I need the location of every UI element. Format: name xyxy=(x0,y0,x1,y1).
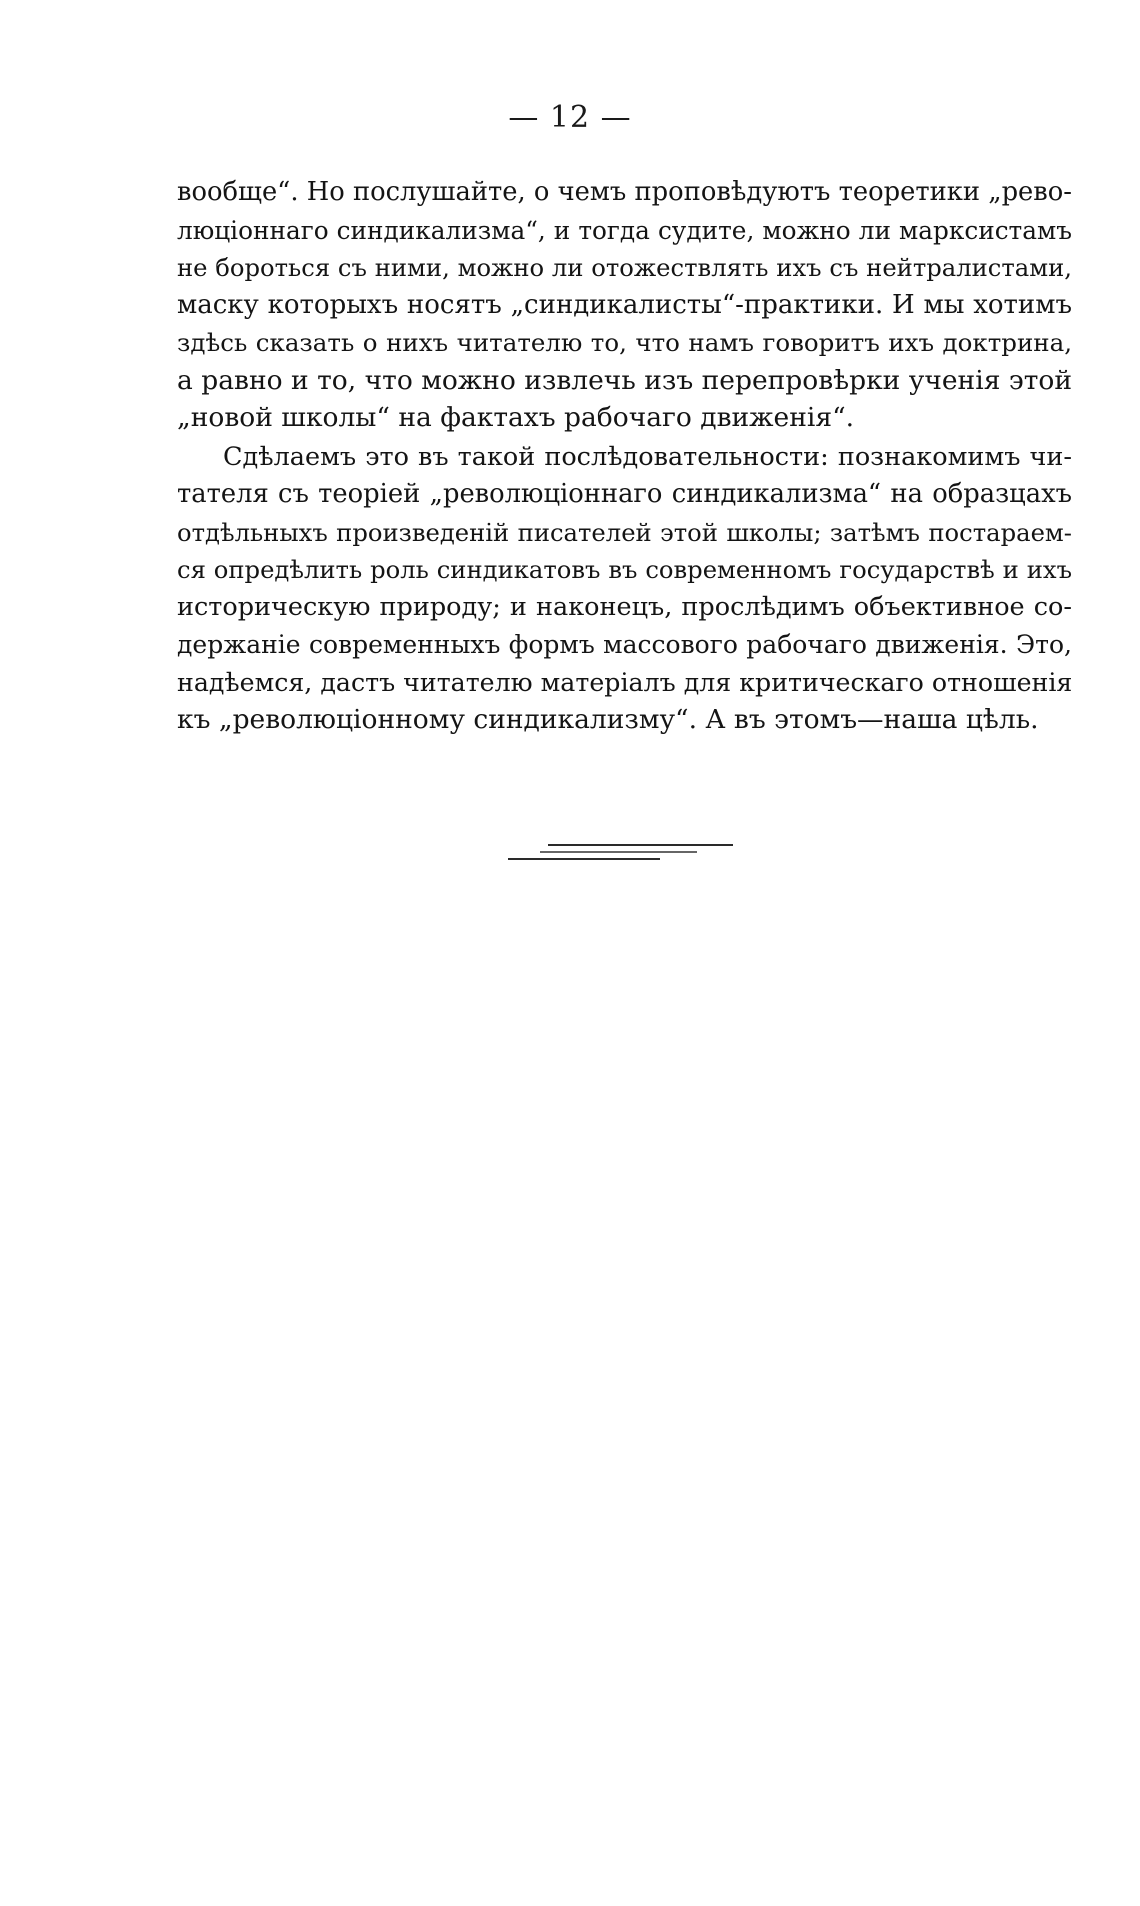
text-line: историческую природу; и наконецъ, прослѣдимъ объективное со- xyxy=(177,591,1072,622)
text-line: ся опредѣлить роль синдикатовъ въ современномъ государствѣ и ихъ xyxy=(177,555,1072,584)
text-line: маску которыхъ носятъ „синдикалисты“-практики. И мы хотимъ xyxy=(177,289,1072,320)
text-line: отдѣльныхъ произведеній писателей этой школы; затѣмъ постараем- xyxy=(177,517,1072,547)
text-line: держаніе современныхъ формъ массового рабочаго движенія. Это, xyxy=(177,630,1072,659)
paragraph-2 xyxy=(177,439,1072,739)
body-text xyxy=(177,174,1072,739)
text-line: не бороться съ ними, можно ли отожествлять ихъ съ нейтралистами, xyxy=(177,253,1072,282)
text-line: люціоннаго синдикализма“, и тогда судите, можно ли марксистамъ xyxy=(177,215,1072,245)
text-line: Сдѣлаемъ это въ такой послѣдовательности: познакомимъ чи- xyxy=(223,441,1072,472)
text-line: тателя съ теоріей „революціоннаго синдикализма“ на образцахъ xyxy=(177,479,1072,509)
text-line: надѣемся, дастъ читателю матеріалъ для критическаго отношенія xyxy=(177,667,1073,697)
text-line: а равно и то, что можно извлечь изъ перепровѣрки ученія этой xyxy=(177,364,1072,396)
paragraph-1 xyxy=(177,174,1072,437)
page-number: — 12 — xyxy=(508,100,632,135)
text-line: къ „революціонному синдикализму“. А въ этомъ—наша цѣль. xyxy=(177,704,1039,735)
text-line: здѣсь сказать о нихъ читателю то, что намъ говоритъ ихъ доктрина, xyxy=(177,328,1072,357)
text-line: вообще“. Но послушайте, о чемъ проповѣдуютъ теоретики „рево- xyxy=(177,177,1072,207)
text-line: „новой школы“ на фактахъ рабочаго движенія“. xyxy=(177,402,855,433)
